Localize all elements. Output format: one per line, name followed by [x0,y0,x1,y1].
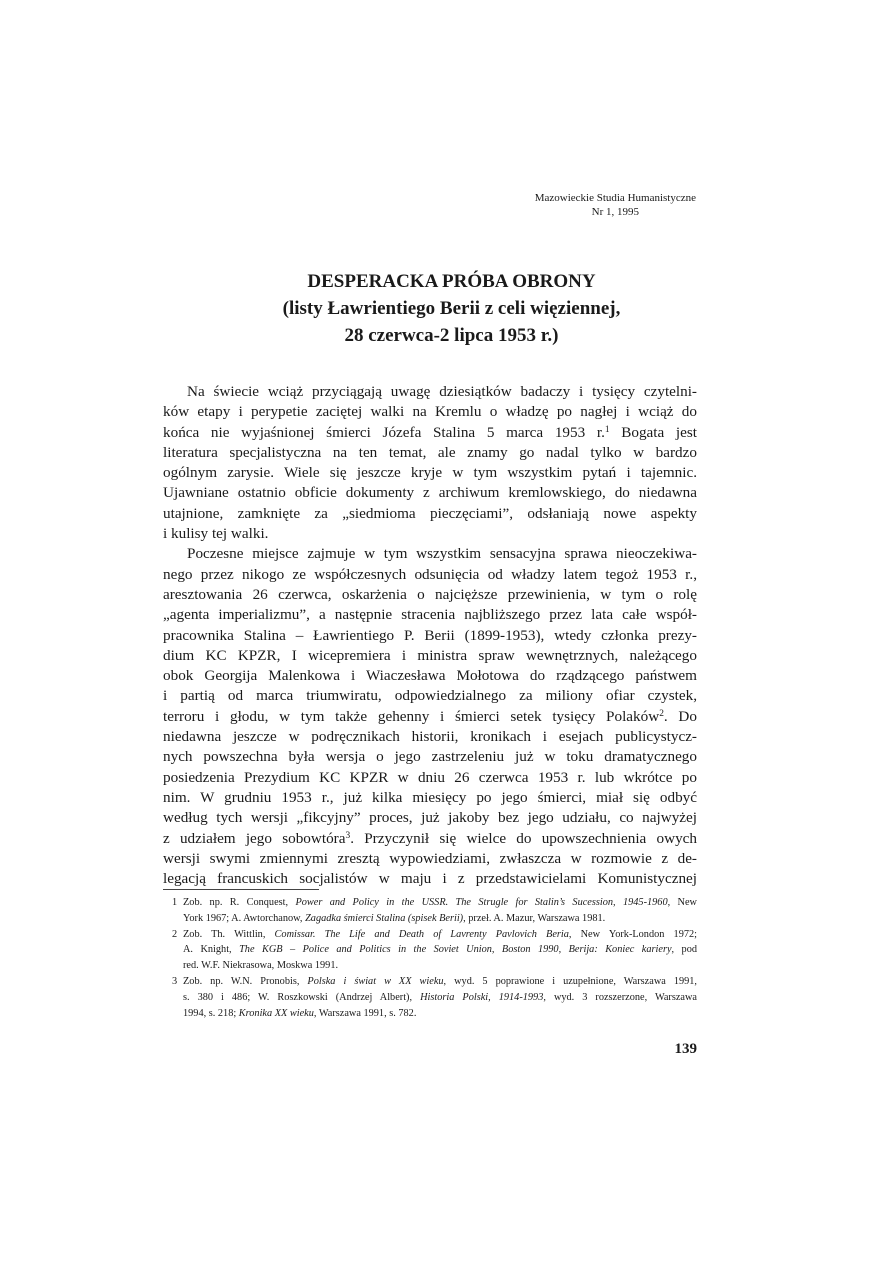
body-line: dium KC KPZR, I wicepremiera i ministra spraw wewnętrznych, należącego [163,646,697,664]
footnote-line: York 1967; A. Awtorchanow, Zagadka śmierci Stalina (spisek Berii), przeł. A. Mazur, Warszawa 1981. [183,912,606,924]
journal-name: Mazowieckie Studia Humanistyczne [534,192,696,204]
article-title [0,268,893,349]
body-line: niedawna jeszcze w podręcznikach historii, kronikach i esejach publicystycz- [163,728,697,746]
body-line: pracownika Stalina – Ławrientiego P. Berii (1899-1953), wtedy członka prezy- [163,626,697,644]
article-body [163,382,697,889]
title-line-2: (listy Ławrientiego Berii z celi więziennej, [282,298,621,319]
footnotes [163,895,697,1021]
body-line: końca nie wyjaśnionej śmierci Józefa Stalina 5 marca 1953 r.$^1$ Bogata jest [163,423,697,441]
footnote-1 [163,895,697,927]
footnote-line: Zob. np. R. Conquest, Power and Policy in the USSR. The Strugle for Stalin’s Sucession, 1945-1960, New [183,897,697,908]
footnote-line: 1994, s. 218; Kronika XX wieku, Warszawa 1991, s. 782. [183,1007,417,1019]
body-line: ków etapy i perypetie zaciętej walki na Kremlu o władzę po nagłej i wciąż do [163,403,697,421]
footnote-number: 2 [172,928,178,940]
page-number: 139 [674,1041,697,1057]
footnote-line: Zob. np. W.N. Pronobis, Polska i świat w XX wieku, wyd. 5 poprawione i uzupełnione, Warszawa 1991, [183,975,697,987]
running-header [535,191,696,219]
body-line: z udziałem jego sobowtóra$^3$. Przyczynił się wielce do upowszechnienia owych [163,829,697,847]
title-line-3: 28 czerwca-2 lipca 1953 r.) [344,325,559,346]
body-line: legacją francuskich socjalistów w maju i z przedstawicielami Komunistycznej [163,870,697,888]
footnote-ref[interactable]: 2 [659,708,664,719]
body-line: obok Georgija Malenkowa i Wiaczesława Mołotowa do rządzącego państwem [163,667,697,685]
body-line: wersji swymi zmiennymi zresztą wypowiedziami, zwłaszcza w rozmowie z de- [163,849,697,867]
body-line: Ujawniane ostatnio obficie dokumenty z archiwum kremlowskiego, do niedawna [163,484,697,502]
body-line: i partią od marca triumwiratu, odpowiedzialnego za miliony ofiar czystek, [163,687,697,705]
body-line: ogólnym zarysie. Wiele się jeszcze kryje w tym wszystkim pytań i tajemnic. [163,464,697,482]
body-line: Na świecie wciąż przyciągają uwagę dziesiątków badaczy i tysięcy czytelni- [187,383,697,400]
body-line: posiedzenia Prezydium KC KPZR w dniu 26 czerwca 1953 r. lub wkrótce po [163,768,697,786]
body-line: nim. W grudniu 1953 r., już kilka miesięcy po jego śmierci, miał się odbyć [163,788,697,806]
footnote-line: Zob. Th. Wittlin, Comissar. The Life and Death of Lavrenty Pavlovich Beria, New York-London 1972; [183,928,697,940]
body-line: „agenta imperializmu”, a następnie stracenia najbliższego przez lata całe współ- [163,606,697,624]
body-line: i kulisy tej walki. [163,525,269,543]
body-line: nego przez nikogo ze współczesnych odsunięcia od władzy latem tegoż 1953 r., [163,565,697,583]
journal-issue: Nr 1, 1995 [591,206,640,218]
footnote-line: red. W.F. Niekrasowa, Moskwa 1991. [183,960,339,972]
body-line: literatura specjalistyczna na ten temat, ale znamy go nadal tylko w bardzo [163,443,697,461]
footnote-number: 1 [172,897,178,908]
footnote-ref[interactable]: 3 [345,830,351,841]
body-line: nych powszechna była wersja o jego zastrzeleniu już w toku dramatycznego [163,748,697,766]
body-line: Poczesne miejsce zajmuje w tym wszystkim sensacyjna sprawa nieoczekiwa- [187,545,697,563]
footnote-divider [163,889,319,890]
footnote-line: s. 380 i 486; W. Roszkowski (Andrzej Albert), Historia Polski, 1914-1993, wyd. 3 rozszerzone, Warszawa [183,991,698,1003]
footnote-2 [163,927,697,974]
title-line-1: DESPERACKA PRÓBA OBRONY [307,271,596,292]
body-line: utajnione, zamknięte za „siedmioma pieczęciami”, odsłaniają nowe aspekty [163,504,697,522]
body-line: według tych wersji „fikcyjny” proces, już jakoby bez jego udziału, co najwyżej [163,809,697,827]
body-line: aresztowania 26 czerwca, oskarżenia o najcięższe przewinienia, w tym o rolę [163,585,697,603]
footnote-line: A. Knight, The KGB – Police and Politics in the Soviet Union, Boston 1990, Berija: Koniec kariery, pod [183,944,698,956]
footnote-3 [163,974,697,1021]
footnote-ref[interactable]: 1 [604,424,610,435]
footnote-number: 3 [172,975,178,987]
body-line: terroru i głodu, w tym także gehenny i śmierci setek tysięcy Polaków$^2$. Do [163,707,697,725]
